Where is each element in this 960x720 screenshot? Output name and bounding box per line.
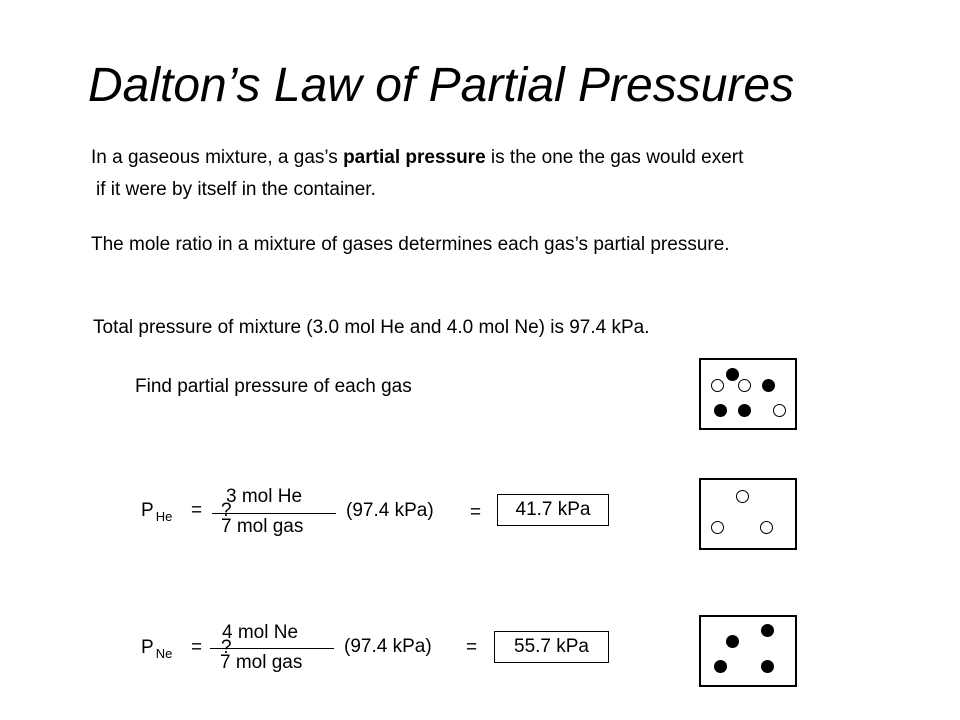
p-ne-symbol — [141, 637, 172, 659]
ne-result-box: 55.7 kPa — [494, 631, 609, 663]
helium-particle — [711, 379, 724, 392]
neon-particle — [738, 404, 751, 417]
ne-equals: = — [191, 637, 203, 658]
ne-denominator: 7 mol gas — [220, 652, 303, 673]
neon-particle — [714, 404, 727, 417]
mixture-container — [699, 358, 797, 430]
ne-subscript: Ne — [155, 646, 173, 661]
intro-line-1-start: In a gaseous mixture, a gas’s — [91, 147, 344, 168]
neon-particle — [761, 624, 774, 637]
p-symbol: P — [141, 500, 154, 521]
helium-particle — [736, 490, 749, 503]
helium-particle — [773, 404, 786, 417]
partial-pressure-term: partial pressure — [343, 147, 486, 168]
he-result-box: 41.7 kPa — [497, 494, 609, 526]
he-total-pressure: (97.4 kPa) — [346, 500, 434, 521]
he-denominator: 7 mol gas — [221, 516, 304, 537]
ne-fraction-bar — [210, 648, 334, 649]
p-he-symbol — [141, 500, 172, 522]
ne-total-pressure: (97.4 kPa) — [344, 636, 432, 657]
intro-line-1-end: is the one the gas would exert — [485, 147, 744, 168]
he-placeholder: ? — [221, 500, 232, 521]
intro-line-2: if it were by itself in the container. — [96, 179, 376, 200]
ne-numerator: 4 mol Ne — [222, 622, 299, 643]
he-numerator: 3 mol He — [226, 486, 303, 507]
neon-particle — [726, 635, 739, 648]
helium-container — [699, 478, 797, 550]
task-statement: Find partial pressure of each gas — [135, 376, 412, 397]
ne-placeholder: ? — [221, 637, 232, 658]
neon-particle — [762, 379, 775, 392]
neon-particle — [726, 368, 739, 381]
neon-container — [699, 615, 797, 687]
neon-particle — [761, 660, 774, 673]
he-fraction-bar — [212, 513, 336, 514]
he-equals-2: = — [470, 502, 482, 523]
he-subscript: He — [155, 509, 173, 524]
slide-title: Dalton’s Law of Partial Pressures — [88, 59, 795, 112]
he-equals: = — [191, 500, 203, 521]
helium-particle — [738, 379, 751, 392]
helium-particle — [711, 521, 724, 534]
neon-particle — [714, 660, 727, 673]
helium-particle — [760, 521, 773, 534]
p-symbol: P — [141, 637, 154, 658]
intro-line-1 — [91, 146, 743, 170]
problem-statement: Total pressure of mixture (3.0 mol He and 4.0 mol Ne) is 97.4 kPa. — [93, 317, 650, 338]
intro-line-3: The mole ratio in a mixture of gases determines each gas’s partial pressure. — [91, 234, 730, 255]
ne-equals-2: = — [466, 637, 478, 658]
